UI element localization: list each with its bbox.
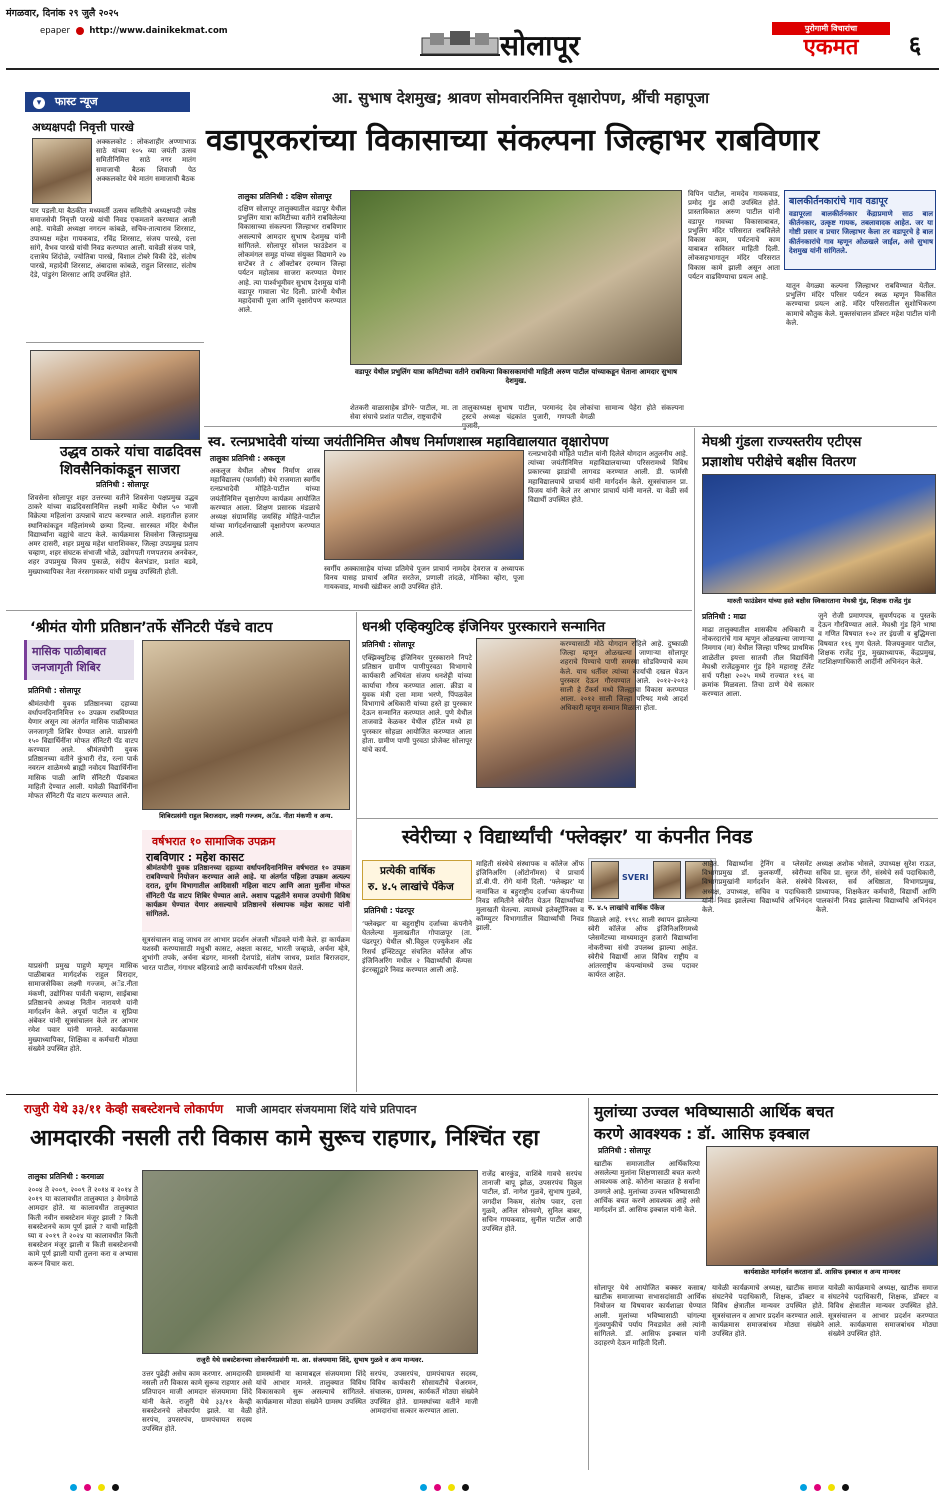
globe-icon (76, 27, 84, 35)
shrimant-headline: ‘श्रीमंत योगी प्रतिष्ठान’तर्फे सॅनिटरी पॅडचे वाटप (30, 620, 273, 636)
cyan-mark-icon (800, 1484, 807, 1491)
yellow-mark-icon (828, 1484, 835, 1491)
black-mark-icon (842, 1484, 849, 1491)
ayurveda-body: अकलूज येथील औषध निर्माण शास्त्र महाविद्यालय (फार्मसी) येथे राजमाता स्वर्गीय रत्नप्रभादेवी मोहिते-पाटील यांच्या जयंतीनिमित्त वृक्षारोपण कार्यक्रम आयोजित करण्यात आला. शिक्षण प्रसारक मंडळाचे अध्यक्ष संग्रामसिंह जयसिंह मोहिते-पाटील यांच्या मार्गदर्शनाखाली वृक्षारोपण करण्यात आले. (210, 467, 320, 540)
page-number: ६ (908, 31, 922, 59)
ayurveda-headline: स्व. रत्नप्रभादेवी यांच्या जयंतीनिमित्त औषध निर्माणशास्त्र महाविद्यालयात वृक्षारोपण (208, 434, 609, 450)
rajuri-kicker: राजुरी येथे ३३/११ केव्ही सबस्टेशनचे लोकार्पण (24, 1102, 224, 1116)
black-mark-icon (462, 1484, 469, 1491)
student-photo (653, 861, 681, 899)
masthead-emblem-icon (420, 30, 500, 56)
rajuri-body: २००४ ते २००९, २००९ ते २०१४ व २०१४ ते २०१९ या कालावधीत तालुक्यात ३ वेगवेगळे आमदार होते. या कालावधीत तालुक्यात किती नवीन सबस्टेशन मंजूर झाली ? किती सबस्टेशनचे काम पूर्ण झाले ? याची माहिती घ्या व २०१९ ते २०२४ या कालावधीत किती सबस्टेशन मंजूर झाली व किती सबस्टेशनची कामे पूर्ण झाली याची तुलना करा व अभ्यास करून विचार करा. (28, 1186, 138, 1268)
rajuri-col4: राजेंद्र बारकुंड, वाशिंबे गावचे सरपंच तानाजी बापू झोळ, उपसरपंच विठ्ठल पाटील, डॉ. नागेश गुळवे, सुभाष गुळवे, जगदीश निकम, संतोष पवार, दत्ता गुळवे, अनिल सोनवणे, सुनिल बाबर, सचिन गायकवाड, सुनील पाटील आदी उपस्थित होते. (482, 1170, 582, 1234)
paper-logo-box (772, 22, 890, 62)
black-mark-icon (112, 1484, 119, 1491)
sveri-col2: माहिती संस्थेचे संस्थापक व कॉलेज ऑफ इंजिनिअरिंग (ऑटोनॉमस) चे प्राचार्य डॉ.बी.पी. रोंगे यांनी दिली. ‘फ्लेक्झर’ या नामांकित व बहुराष्ट्रीय दर्जाच्या कंपनीच्या निवड समितीने स्वेरीत येऊन विद्यार्थ्यांच्या मुलाखती घेतल्या. त्यामध्ये इलेक्ट्रॉनिक्स व कॉम्प्युटर विभागातील विद्यार्थ्यांची निवड झाली. (476, 860, 584, 933)
sidebar-body-2: यातून वेगळ्या कल्पना जिल्हाभर राबविण्यात येतील. प्रभुलिंग मंदिर परिसर पर्यटन स्थळ म्हणून विकसित करण्याचा प्रयत्न आहे. मंदिर परिसरातील सुशोभिकरण कामाचे कौतुक केले. मुक्तसंचालन डॉक्टर महेश पाटील यांनी केले. (786, 282, 936, 327)
shrimant-sub-name: राबविणार : महेश कासट (146, 851, 244, 864)
dhanashree-col2: करण्यासाठी मोठे योगदान राहिले आहे. दुष्काळी जिल्हा म्हणून ओळखल्या जाणाऱ्या सोलापूर शहराचे पिण्याचे पाणी समस्या सोडविण्याचे काम केले. याच धर्तीवर त्यांच्या कार्याची दखल घेऊन पुरस्कार देऊन गौरवण्यात आले. २०१२-२०१३ साली हे टँकर्स मध्ये जिल्ह्याचा विकास करण्यात आला. २०१२ साली जिल्हा परिषद मध्ये आदर्श अधिकारी म्हणून सन्मान मिळाला होता. (560, 640, 688, 713)
epaper-label (40, 26, 228, 36)
ayurveda-byline: तालुका प्रतिनिधी : अकलूज (210, 454, 286, 463)
magenta-mark-icon (814, 1484, 821, 1491)
asif-body: खाटीक समाजातील आर्थिकरित्या असलेल्या मुलांना शिक्षणासाठी बचत करणे आवश्यक आहे. कोरोना काळात हे सर्वांना उमगले आहे. मुलांच्या उज्वल भविष्यासाठी आर्थिक बचत करणे आवश्यक आहे असे मार्गदर्शन डॉ. आसिफ इक्बाल यांनी केले. (594, 1160, 700, 1215)
shrimant-sub-title: वर्षभरात १० सामाजिक उपक्रम (152, 835, 276, 848)
top-story-col3: विपिन पाटील, नामदेव गायकवाड, प्रमोद गुंड आदी उपस्थित होते. प्रास्ताविकात अरुण पाटील यांनी वडापूर गावच्या विकासाबाबत, प्रभुलिंग मंदिर परिसरात राबविलेले विकास काम, पर्यटनाचे काम याबाबत सविस्तर माहिती दिली. लोकसहभागातून मंदिर परिसरात विकास कामे झाली असून आता पर्यटन वाढविण्याचा प्रयत्न आहे. (688, 190, 780, 281)
asif-col3: यावेळी कार्यक्रमाचे अध्यक्ष, खाटीक समाज संघटनेचे पदाधिकारी, शिक्षक, डॉक्टर व विविध क्षेत्रातील मान्यवर उपस्थित होते. सूत्रसंचालन व आभार प्रदर्शन करण्यात आले. कार्यक्रमास समाजबांधव मोठ्या संख्येने उपस्थित होते. (712, 1284, 824, 1339)
dhanashree-headline: धनश्री एव्हिक्युटिव्ह इंजिनियर पुरस्काराने सन्मानित (362, 619, 606, 635)
yellow-mark-icon (98, 1484, 105, 1491)
fast-news-banner (25, 92, 190, 112)
top-story-bottom-left: शेतकरी वाळासाहेब डोंगरे- पाटील, मा. ता सेवा संघाचे प्रशांत पाटील, राष्ट्रवादीचे (350, 404, 458, 422)
paper-name: एकमत (803, 35, 859, 60)
meghashri-body-2: जुने रोजी प्रमाणपत्र, सुवर्णपदक व पुस्तके देऊन गौरविण्यात आले. मेघश्री गुंड हिने भाषा व गणित विषयात १०२ तर इंग्रजी व बुद्धिमत्ता विषयात ११६ गुण घेतले. विजयकुमार पाटील, शिक्षक राजेंद्र गुंड, मुख्याध्यापक, केंद्रप्रमुख, गटशिक्षणाधिकारी आदींनी अभिनंदन केले. (818, 612, 936, 667)
asif-col2: सोलापूर येथे आयोजित बक्कर कसाब/खाटीक समाजाच्या सभासदांसाठी आर्थिक नियोजन या विषयावर कार्यशाळा घेण्यात आली. मुलांच्या भविष्यासाठी चांगल्या गुंतवणुकीचे पर्याय निवडावेत असे त्यांनी सांगितले. डॉ. आसिफ इक्बाल यांनी उदाहरणे देऊन माहिती दिली. (594, 1284, 706, 1348)
sveri-col3: मिळाले आहे. १९९८ साली स्थापन झालेल्या स्वेरी कॉलेज ऑफ इंजिनिअरिंगमध्ये प्लेसमेंटच्या माध्यमातून हजारो विद्यार्थ्यांना नोकरीच्या संधी उपलब्ध झाल्या आहेत. स्वेरीचे विद्यार्थी आज विविध राष्ट्रीय व आंतरराष्ट्रीय कंपन्यांमध्ये उच्च पदावर कार्यरत आहेत. (588, 916, 698, 980)
dhanashree-byline: प्रतिनिधी : सोलापूर (362, 640, 415, 649)
website-link[interactable]: http://www.dainikekmat.com (89, 26, 228, 36)
rajuri-col5: सरपंच, उपसरपंच, ग्रामपंचायत सदस्य, विविध कार्यकारी सोसायटीचे चेअरमन, संचालक, ग्रामस्थ, कार्यकर्ते मोठ्या संख्येने उपस्थित होते. ग्रामस्थांच्या वतीने माजी आमदारांचा सत्कार करण्यात आला. (370, 1370, 478, 1415)
top-story-bottom-mid: तालुकाध्यक्ष सुभाष पाटील, परमानंद देव ट्रस्टचे अध्यक्ष चंद्रकांत पुजारी, गणपती (462, 404, 576, 422)
sveri-col5: अध्यक्ष अशोक भोसले, उपाध्यक्ष सुरेश राऊत, सचिव प्रा. सुरज रोंगे, संस्थेचे सर्व पदाधिकारी, विश्वस्त, सर्व अधिष्ठाता, विभागप्रमुख, प्राध्यापक, शिक्षकेतर कर्मचारी, विद्यार्थी आणि पालकांनी निवड झालेल्या विद्यार्थ्यांचे अभिनंदन केले. (816, 860, 936, 915)
rajuri-col3: ग्रामस्थांनी या कामाबद्दल संजयमामा शिंदे यांचे आभार मानले. तालुक्यात विविध विकासकामे सुरू असल्याचे सांगितले. कार्यक्रमास मोठ्या संख्येने ग्रामस्थ उपस्थित होते. (256, 1370, 366, 1415)
top-story-body: दक्षिण सोलापूर तालुक्यातील वडापूर येथील प्रभुलिंग यात्रा कमिटीच्या वतीने राबविलेल्या विकासाच्या संकल्पना जिल्हाभर राबविणार असल्याचे आमदार सुभाष देशमुख यांनी सांगितले. सोलापूर सोशल फाउंडेशन व लोकमंगल समूह यांच्या संयुक्त विद्यमाने २७ सप्टेंबर ते ८ ऑक्टोबर दरम्यान जिल्हा पर्यटन महोत्सव साजरा करण्यात येणार आहे. त्या पार्श्वभूमीवर सुभाष देशमुख यांनी वडापूर गावाला भेट दिली. प्रारंभी येथील महादेवाची पूजा आणि वृक्षारोपण करण्यात आले. (238, 205, 346, 315)
meghashri-caption: मारुती फाउंडेशन यांच्या हस्ते बक्षीस स्विकारताना मेघश्री गुंड, शिक्षक राजेंद्र गुंड (727, 597, 911, 605)
meghashri-headline-1: मेघश्री गुंडला राज्यस्तरीय एटीएस (702, 434, 862, 450)
sidebar-body: वडापूरला बालकीर्तनकार केंद्राप्रमाणे साठ बाल कीर्तनकार, उत्कृष्ट गायक, तबलावादक आहेत. जर या गोष्टी प्रसार व प्रचार जिल्हाभर केला तर वडापूरचे हे बाल कीर्तनकारांचे गाव म्हणून ओळखले जाईल, असे सुभाष देशमुख यांनी सांगितले. (789, 210, 933, 255)
uddhav-byline: प्रतिनिधी : सोलापूर (96, 480, 149, 489)
top-story-bottom-right: लोकांचा सामान्य पेहेरा होते संकल्पना वेगळी (580, 404, 684, 422)
rajuri-byline: तालुका प्रतिनिधी : करमाळा (28, 1172, 104, 1181)
student-photo (591, 861, 619, 899)
fast-news-body-2: पार पडली.या बैठकीत मध्यवर्ती उत्सव समितीचे अध्यक्षपदी ज्येष्ठ समाजसेवी निवृत्ती पारखे यांची निवड एकमताने करण्यात आली आहे. यावेळी अध्यक्षा नगरत्न कांबळे, सचिव-तात्याराव शिरसाट, उपाध्यक्ष महेश गायकवाड, रविंद्र शिरसाट, संजय पारखे, दत्ता सांगे, वैभव पारखे यांची निवड करण्यात आली. यावेळी संजय पात्रे, दत्तात्रेय शिंदोळे, ज्योतिबा पारखे, विशाल टोबरे विकी देडे, संतोष पारखे, महादेवी शिरसाट, अंबादास कांबळे, राहुल शिरसाट, संतोष देडे, पांडुरंग शिरसाट आदि उपस्थित होते. (30, 207, 196, 280)
magenta-mark-icon (434, 1484, 441, 1491)
meghashri-headline-2: प्रज्ञाशोध परीक्षेचे बक्षीस वितरण (702, 454, 856, 470)
cyan-mark-icon (420, 1484, 427, 1491)
shrimant-body-more: याप्रसंगी प्रमुख पाहुणे म्हणून मासिक पाळीबाबत मार्गदर्शक राहुल विरादार, सामाजसेविका लक्ष्मी गज्जम, अॅड.नीता मंकणी, उद्योगिका पार्वती चव्हाण, साईबाबा प्रतिष्ठानचे अध्यक्ष नितीन नारायणे यांनी मार्गदर्शन केले. अपूर्वा पाटील व सुप्रिया अंबेकर यांनी सूत्रसंचालन केले तर आभार रमेश पवार यांनी मानले. कार्यक्रमास मुख्याध्यापिका, शिक्षिका व कर्मचारी मोठ्या संख्येने उपस्थित होते. (28, 962, 138, 1053)
sveri-box-title-2: रु. ४.५ लाखांचे पॅकेज (368, 881, 454, 893)
uddhav-headline-2: शिवसैनिकांकडून साजरा (60, 462, 180, 478)
epaper-text: epaper (40, 26, 70, 36)
asif-caption: कार्यशाळेत मार्गदर्शन करताना डॉ. आसिफ इक्बाल व अन्य मान्यवर (743, 1268, 901, 1276)
meghashri-photo (702, 474, 936, 594)
fast-news-body-1: अक्कलकोट : लोकशाहीर अण्णाभाऊ साठे यांच्या १०५ व्या जयंती उत्सव समितीनिमित्त साठे नगर मातंग समाजाची बैठक शिवाजी पेठ अक्कलकोट येथे मातंग समाजाची बैठक (96, 138, 196, 183)
yellow-mark-icon (448, 1484, 455, 1491)
sveri-logo: SVERI (622, 873, 649, 882)
shrimant-sub-body: श्रीमंतयोगी युवक प्रतिष्ठानच्या दहाव्या वर्धापनदिनानिमित्त वर्षभरात १० उपक्रम राबविण्याचे नियोजन करण्यात आले आहे. या अंतर्गत पहिला उपक्रम अत्यल्प दरात, दुर्गम विभागातील आदिवासी महिला वाटप आणि आता मुलींना मोफत सॅनिटरी पॅड वाटप शिबिर घेण्यात आले. अशाच पद्धतीने समाज उपयोगी विविध कार्यक्रम घेण्यात येणार असल्याचे प्रतिष्ठानचे संस्थापक महेश कासट यांनी सांगितले. (146, 864, 350, 919)
sveri-col4: आहेत. विद्यार्थ्यांना ट्रेनिंग व प्लेसमेंट विभागप्रमुख डॉ. कुलकर्णी, स्वेरीच्या विभागप्रमुखांनी मार्गदर्शन केले. संस्थेचे अध्यक्ष, उपाध्यक्ष, सचिव व पदाधिकारी यांनी निवड झालेल्या विद्यार्थ्यांचे अभिनंदन केले. (702, 860, 812, 915)
shrimant-body-col2: सूत्रसंचालन वाळू जाधव तर आभार प्रदर्शन अंजली भोंडवले यांनी केले. हा कार्यक्रम यशस्वी करण्यासाठी मधुश्री कासट, अक्षता कासट, भारती जव्हाळे, अर्चना म्हेत्रे, शुभांगी तपके, अर्चना बंडगर, मानसी देशपांडे, संतोष जाधव, प्रशांत बिराजदार, भारत पाटील, गंगाधर बहिरवाडे आदी कार्यकर्त्यांनी परिश्रम घेतले. (142, 936, 350, 972)
sveri-photo-strip (588, 858, 716, 902)
chevron-down-icon: ▾ (33, 97, 45, 109)
magenta-mark-icon (84, 1484, 91, 1491)
shrimant-photo (142, 640, 350, 810)
dhanashree-body: एक्झिक्युटिव्ह इंजिनियर पुरस्काराने निपटे प्रतिष्ठान ग्रामीण पाणीपुरवठा विभागाचे कार्यकारी अभियंता संजय धनशेट्टी यांच्या कार्याचा गौरव करण्यात आला. क्रीडा व युवक मंत्री दत्ता मामा भरणे, पिंपळवेल विभागाचे अधिकारी यांच्या हस्ते हा पुरस्कार देऊन सन्मानित करण्यात आले. पुणे येथील ताजवाडे केळकर येथील हॉटेल मध्ये हा पुरस्कार सोहळा आयोजित करण्यात आला होता. ग्रामीण पाणी पुरवठा प्रोजेक्ट सोलापूर यांचे कार्य. (362, 654, 472, 755)
uddhav-headline-1: उद्धव ठाकरे यांचा वाढदिवस (60, 444, 202, 460)
edition-title: सोलापूर (500, 29, 580, 62)
rajuri-photo (142, 1170, 478, 1354)
asif-headline-1: मुलांच्या उज्वल भविष्यासाठी आर्थिक बचत (594, 1103, 834, 1121)
sveri-caption-pkg: रु. ४.५ लाखांचे वार्षिक पॅकेज (588, 904, 665, 912)
asif-byline: प्रतिनिधी : सोलापूर (598, 1146, 651, 1155)
top-story-photo (350, 190, 682, 365)
sveri-headline: स्वेरीच्या २ विद्यार्थ्यांची ‘फ्लेक्झर’ या कंपनीत निवड (402, 826, 753, 848)
top-story-headline: वडापूरकरांच्या विकासाच्या संकल्पना जिल्हाभर राबविणार (206, 123, 820, 158)
rajuri-kicker-sub: माजी आमदार संजयमामा शिंदे यांचे प्रतिपादन (236, 1103, 417, 1116)
shrimant-byline: प्रतिनिधी : सोलापूर (28, 686, 81, 695)
asif-headline-2: करणे आवश्यक : डॉ. आसिफ इक्बाल (594, 1125, 810, 1143)
asif-col4: यावेळी कार्यक्रमाचे अध्यक्ष, खाटीक समाज संघटनेचे पदाधिकारी, शिक्षक, डॉक्टर व विविध क्षेत्रातील मान्यवर उपस्थित होते. सूत्रसंचालन व आभार प्रदर्शन करण्यात आले. कार्यक्रमास समाजबांधव मोठ्या संख्येने उपस्थित होते. (828, 1284, 938, 1339)
shrimant-box-title-1: मासिक पाळीबाबत (32, 645, 106, 658)
paper-tagline: पुरोगामी विचारांचा (772, 22, 890, 35)
top-story-kicker: आ. सुभाष देशमुख; श्रावण सोमवारनिमित्त वृक्षारोपण, श्रींची महापूजा (332, 89, 710, 107)
person-photo (32, 138, 92, 204)
cyan-mark-icon (70, 1484, 77, 1491)
rajuri-headline: आमदारकी नसली तरी विकास कामे सुरूच राहणार, निश्चिंत रहा (30, 1126, 540, 1151)
ayurveda-photo (324, 450, 524, 560)
ayurveda-caption: स्वर्गीय अक्कासाहेब यांच्या प्रतिमेचे पूजन प्राचार्य नामदेव देवराज व अध्यापक विनय यासह प्राचार्य अमित सरतेज, प्रणाली तांदळे, मोनिका व्होरा, पूजा गायकवाड, माधवी खंडीकर आदी उपस्थित होते. (324, 565, 524, 592)
top-story-byline: तालुका प्रतिनिधी : दक्षिण सोलापूर (238, 192, 332, 201)
top-story-photo-caption: वडापूर येथील प्रभुलिंग यात्रा कमिटीच्या वतीने राबविल्या विकासकामांची माहिती अरुण पाटील यांच्याकडून घेताना आमदार सुभाष देशमुख. (354, 368, 678, 385)
fast-news-label: फास्ट न्यूज (54, 95, 98, 108)
rajuri-col2: उत्तर पुढेही असेच काम करणार. आमदारकी नसली तरी विकास कामे सुरूच राहणार असे प्रतिपादन माजी आमदार संजयमामा शिंदे यांनी केले. राजुरी येथे ३३/११ केव्ही सबस्टेशनचे लोकार्पण झाले. या वेळी सरपंच, उपसरपंच, ग्रामपंचायत सदस्य उपस्थित होते. (142, 1370, 252, 1434)
uddhav-photo (30, 350, 200, 440)
shrimant-body: श्रीमंतयोगी युवक प्रतिष्ठानच्या दहाव्या वर्धापनदिनानिमित्त १० उपक्रम राबविण्यात येणार असून त्या अंतर्गत मासिक पाळीबाबत जनजागृती शिबिर घेण्यात आले. याप्रसंगी १५० विद्यार्थिनींना मोफत सॅनिटरी पॅड वाटप करण्यात आले. श्रीमंतयोगी युवक प्रतिष्ठानच्या वतीने कुंभारी रोड, रत्ना पार्क नवरत्न शाळेमध्ये ब्राह्मी नवोदय विद्यार्थिनींना मासिक पाळी आणि सॅनिटरी पॅडबाबत माहिती देण्यात आली. यावेळी विद्यार्थिनींना मोफत सॅनिटरी पॅड वाटप करण्यात आले. (28, 700, 138, 801)
meghashri-byline: प्रतिनिधी : माढा (702, 612, 746, 621)
sveri-box-title-1: प्रत्येकी वार्षिक (380, 865, 435, 877)
rajuri-photo-caption: राजुरी येथे सबस्टेशनच्या लोकार्पणप्रसंगी मा. आ. संजयमामा शिंदे, सुभाष गुळवे व अन्य मान्यवर. (196, 1356, 424, 1364)
asif-photo (706, 1146, 938, 1266)
ayurveda-col3: रत्नप्रभादेवी मोहिते पाटील यांनी दिलेले योगदान अतुलनीय आहे. त्यांच्या जयंतीनिमित्त महाविद्यालयाच्या परिसरामध्ये विविध प्रकारच्या झाडांची लागवड करण्यात आली. डी. फार्मसी महाविद्यालयाचे प्राचार्य यांनी मार्गदर्शन केले. सूत्रसंचालन प्रा. विजय यांनी केले तर आभार प्राचार्य यांनी मानले. या वेळी सर्व विद्यार्थी उपस्थित होते. (528, 450, 688, 505)
rajuri-kicker-bar (24, 1098, 594, 1118)
registration-bar (0, 1478, 945, 1498)
shrimant-caption: शिबिरप्रसंगी राहुल बिराजदार, लक्ष्मी गज्जम, अॅड. नीता मंकणी व अन्य. (159, 812, 333, 820)
sveri-body: ‘फ्लेक्झर’ या बहुराष्ट्रीय दर्जाच्या कंपनीने घेतलेल्या मुलाखतीत गोपाळपूर (ता. पंढरपूर) येथील श्री.विठ्ठल एज्युकेशन अँड रिसर्च इन्स्टिट्यूट संचलित कॉलेज ऑफ इंजिनिअरिंग मधील २ विद्यार्थ्यांची कॅम्पस इंटरव्ह्यूद्वारे निवड करण्यात आली आहे. (362, 920, 472, 975)
fast-news-headline: अध्यक्षपदी निवृत्ती पारखे (32, 120, 134, 134)
sveri-byline: प्रतिनिधी : पंढरपूर (364, 906, 415, 915)
shrimant-box-title-2: जनजागृती शिबिर (32, 661, 101, 674)
header-date: मंगळवार, दिनांक २९ जुलै २०२५ (6, 8, 119, 19)
uddhav-body: शिवसेना सोलापूर शहर उत्तरच्या वतीने शिवसेना पक्षप्रमुख उद्धव ठाकरे यांच्या वाढदिवसानिमित्त लक्ष्मी मार्केट येथील ५० भाजी विक्रेत्या महिलांना उत्पन्नाचे वाटप करण्यात आले. शहरातील हजार स्थानिकांकडून महिलांमध्ये छत्र्या दिल्या. सारस्वत मंदिर येथील विद्यार्थ्यांना वह्यांचे वाटप केले. कार्यक्रमास शिवसेना जिल्हाप्रमुख अमर दासरी, शहर प्रमुख महेश धाराशिवकर, जिल्हा उपप्रमुख प्रताप चव्हाण, शहर संघटक संभाजी भोळे, उद्योगपती गणपतराव अनवेकर, शहर उपप्रमुख विजय पुकाळे, संदीप बेलभंडार, प्रशांत बडवे, मुख्याध्यापिका नेता नंरसगावकर यांची प्रमुख उपस्थिती होती. (28, 494, 198, 576)
meghashri-body-1: माढा तालुक्यातील शासकीय अधिकारी व नोकरदारांचे गाव म्हणून ओळखल्या जाणाऱ्या निमगाव (मा) येथील जिल्हा परिषद प्राथमिक शाळेतील इयत्ता सातवी तील विद्यार्थिनी मेघश्री राजेंद्रकुमार गुंड हिने महाराष्ट्र टॅलेंट सर्च परीक्षा २०२५ मध्ये राज्यात ११६ वा क्रमांक मिळवला. तिचा ठाणे येथे सत्कार करण्यात आला. (702, 626, 814, 699)
sidebar-title: बालकीर्तनकारांचे गाव वडापूर (789, 196, 888, 207)
